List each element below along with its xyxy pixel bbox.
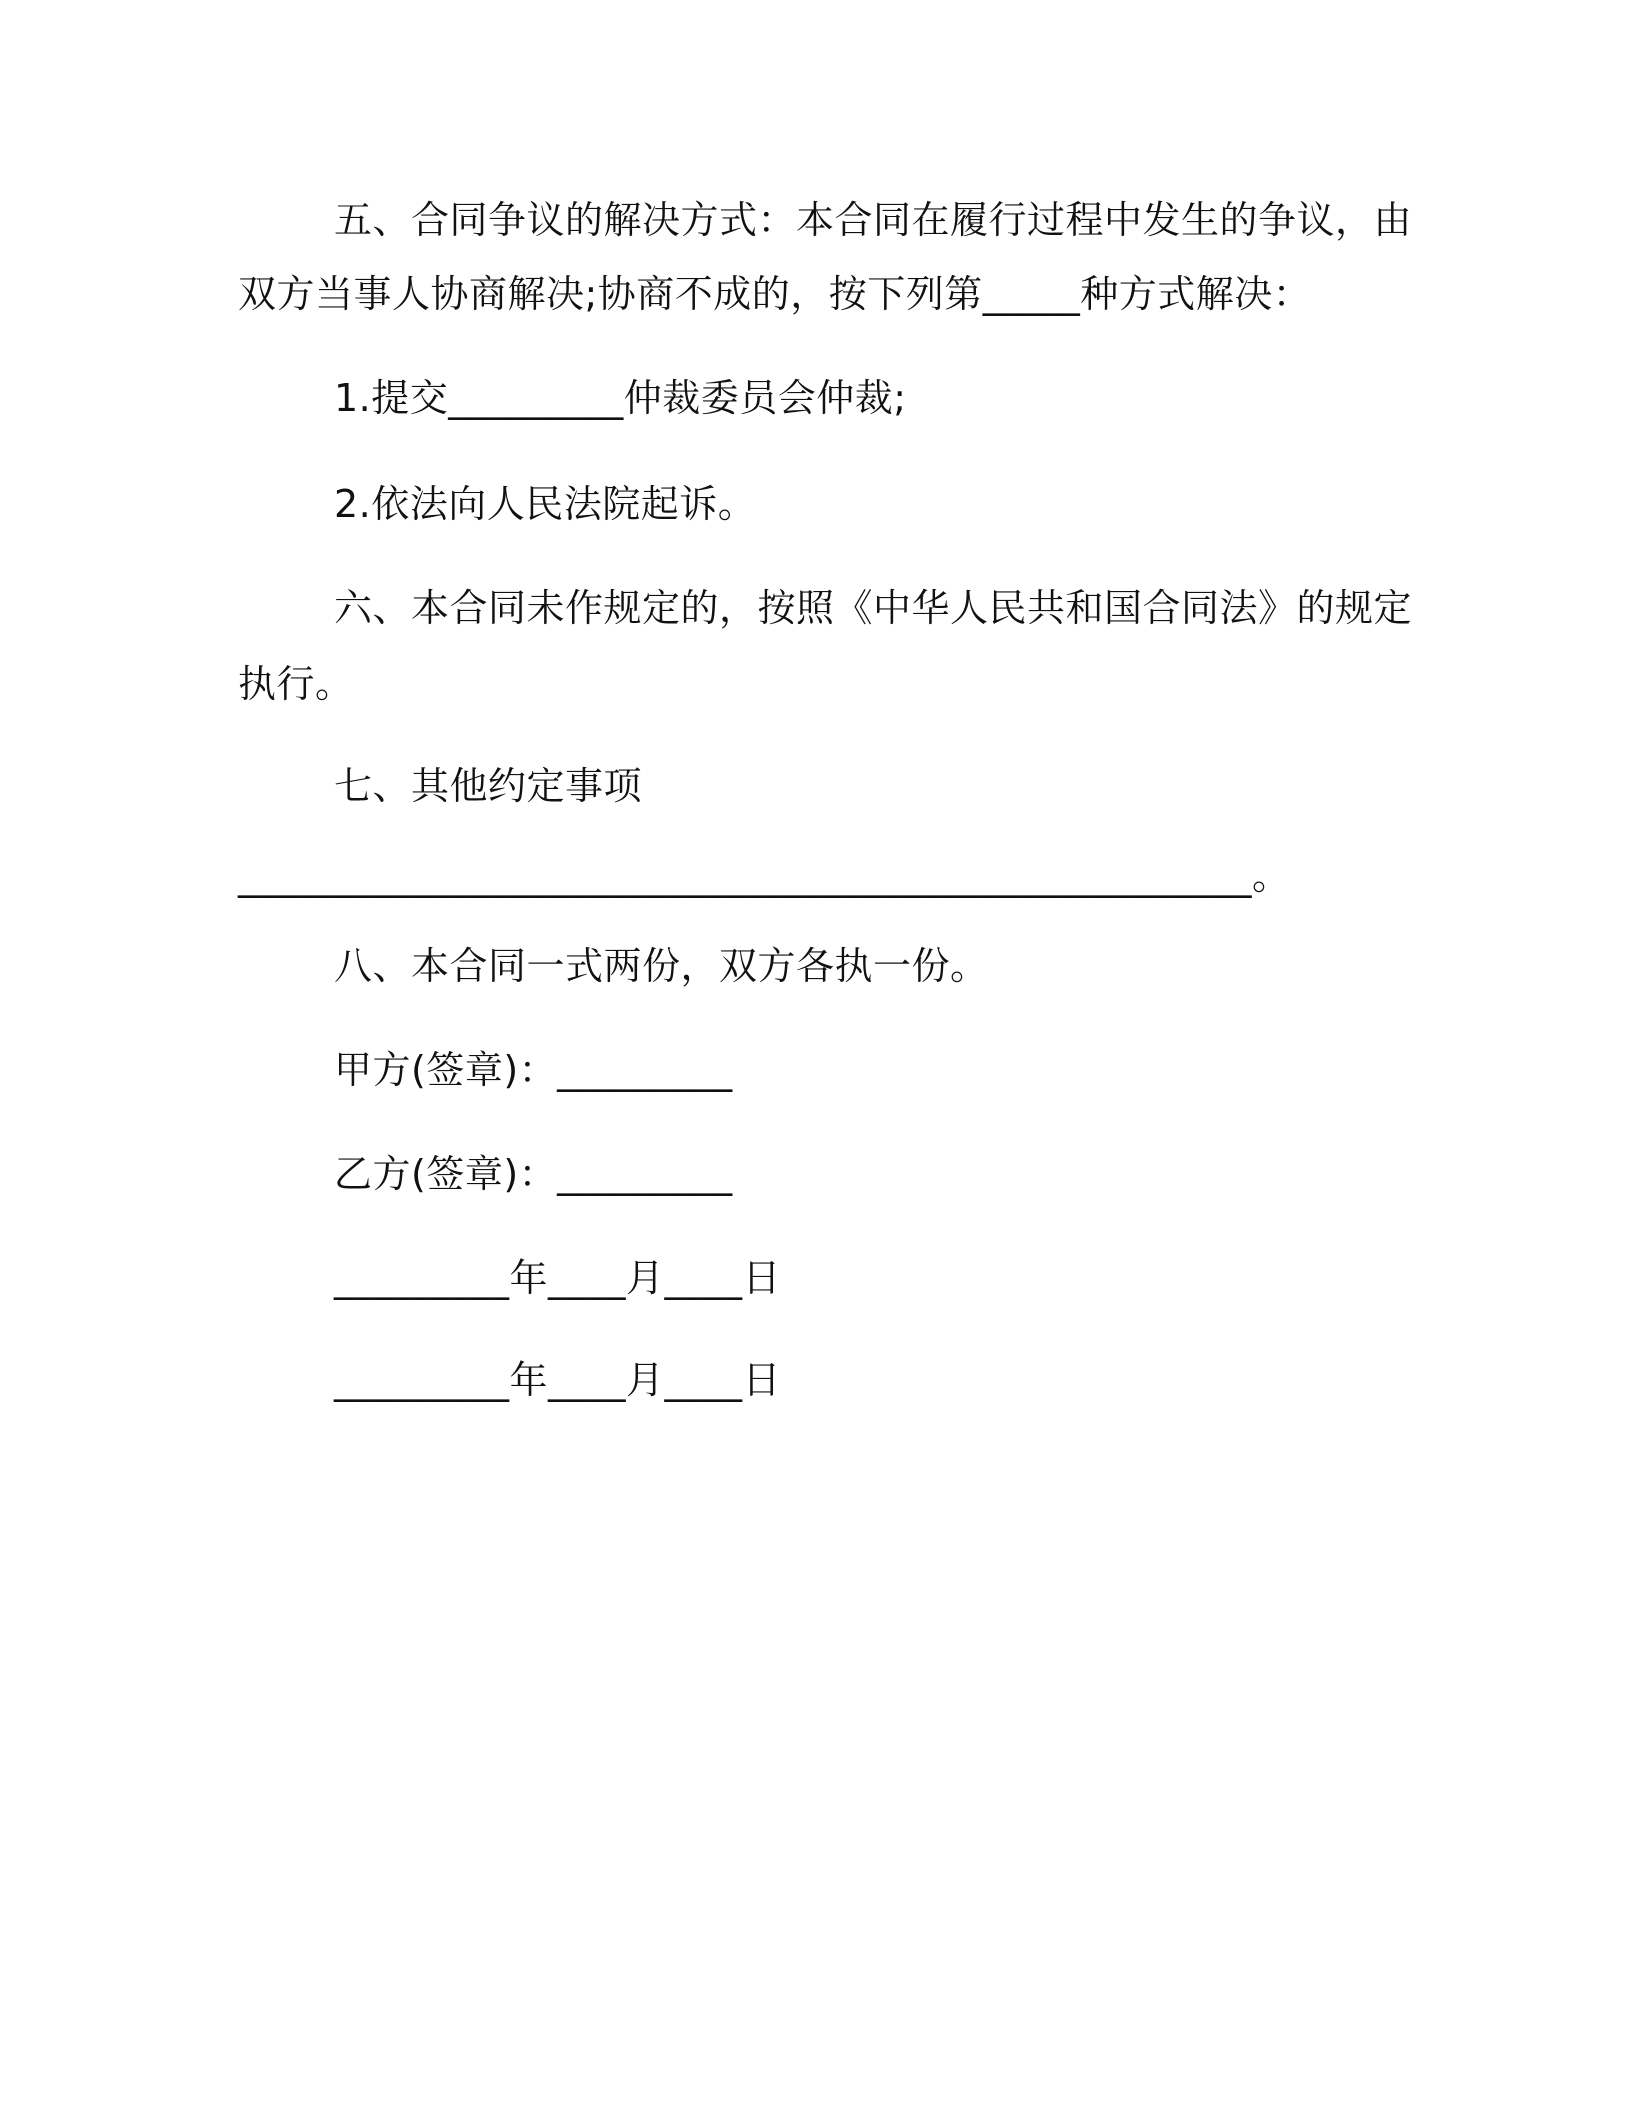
clause-5-line-1: 五、合同争议的解决方式：本合同在履行过程中发生的争议，由 bbox=[334, 198, 1413, 242]
clause-5-line-2: 双方当事人协商解决;协商不成的，按下列第_____种方式解决： bbox=[238, 272, 1312, 316]
clause-6-line-2: 执行。 bbox=[238, 662, 354, 706]
date-line-1: _________年____月____日 bbox=[334, 1256, 782, 1300]
clause-7-blank-line: ____________________________________________________。 bbox=[238, 854, 1291, 898]
clause-8: 八、本合同一式两份，双方各执一份。 bbox=[334, 944, 989, 988]
clause-7-heading: 七、其他约定事项 bbox=[334, 764, 643, 808]
option-2-litigation: 2.依法向人民法院起诉。 bbox=[334, 482, 757, 526]
date-line-2: _________年____月____日 bbox=[334, 1358, 782, 1402]
option-1-arbitration: 1.提交_________仲裁委员会仲裁; bbox=[334, 376, 907, 420]
clause-6-line-1: 六、本合同未作规定的，按照《中华人民共和国合同法》的规定 bbox=[334, 586, 1413, 630]
party-a-signature: 甲方(签章)：_________ bbox=[334, 1048, 733, 1092]
party-b-signature: 乙方(签章)：_________ bbox=[334, 1152, 733, 1196]
